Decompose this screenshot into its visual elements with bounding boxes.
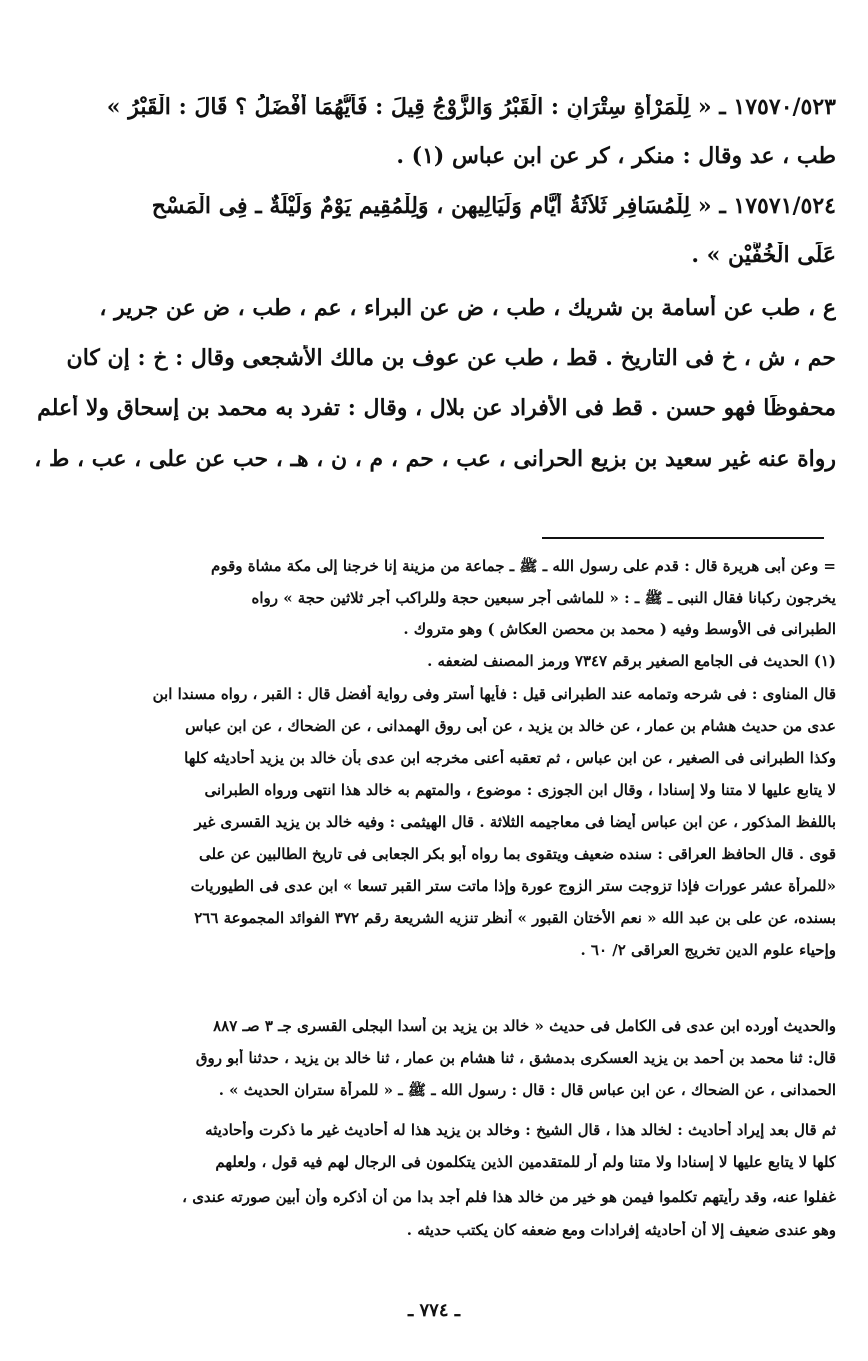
footnote-line: بسنده، عن على بن عبد الله « نعم الأختان القبور » أنظر تنزيه الشريعة رقم ٣٧٢ الفوائد المجموعة ٢٦٦ — [194, 909, 836, 927]
footnote-line: وكذا الطبرانى فى الصغير ، عن ابن عباس ، ثم تعقبه أعنى مخرجه ابن عدى بأن خالد بن يزيد أحاديثه كلها — [184, 749, 836, 767]
footnote-divider — [542, 537, 824, 539]
footnote-line: يخرجون ركبانا فقال النبى ـ ﷺ ـ : « للماشى أجر سبعين حجة وللراكب أجر ثلاثين حجة » رواه — [251, 589, 836, 607]
footnote-line: الطبرانى فى الأوسط وفيه ( محمد بن محصن العكاش ) وهو متروك . — [403, 620, 836, 638]
footnote-line: ثم قال بعد إيراد أحاديث : لخالد هذا ، قال الشيخ : وخالد بن يزيد هذا له أحاديث غير ما ذكرت وأحاديثه — [205, 1121, 836, 1139]
hadith-524-source-4: رواة عنه غير سعيد بن بزيع الحرانى ، عب ، حم ، م ، ن ، هـ ، حب عن على ، عب ، ط ، — [34, 446, 836, 472]
footnote-line: قال المناوى : فى شرحه وتمامه عند الطبرانى قيل : فأيها أستر وفى رواية أفضل قال : القبر ، رواه مسندا ابن — [152, 685, 836, 703]
footnote-line: باللفظ المذكور ، عن ابن عباس أيضا فى معاجيمه الثلاثة . قال الهيثمى : وفيه خالد بن يزيد القسرى غير — [194, 813, 836, 831]
footnote-line: «للمرأة عشر عورات فإذا تزوجت ستر الزوج عورة وإذا ماتت ستر القبر تسعا » ابن عدى فى الطيوريات — [190, 877, 836, 895]
hadith-524-source-2: حم ، ش ، خ فى التاريخ . قط ، طب عن عوف بن مالك الأشجعى وقال : خ : إن كان — [66, 345, 836, 371]
footnote-1-marker: (١) الحديث فى الجامع الصغير برقم ٧٣٤٧ ورمز المصنف لضعفه . — [427, 652, 836, 670]
footnote-line: عدى من حديث هشام بن عمار ، عن خالد بن يزيد ، عن أبى روق الهمدانى ، عن الضحاك ، عن ابن عباس — [185, 717, 836, 735]
page-number: ـ ٧٧٤ ـ — [407, 1300, 461, 1321]
hadith-523-source: طب ، عد وقال : منكر ، كر عن ابن عباس (١) . — [396, 143, 836, 169]
footnote-line: والحديث أورده ابن عدى فى الكامل فى حديث « خالد بن يزيد بن أسدا البجلى القسرى جـ ٣ صـ ٨٨٧ — [213, 1017, 836, 1035]
hadith-524-source-1: ع ، طب عن أُسامة بن شريك ، طب ، ض عن البراء ، عم ، طب ، ض عن جرير ، — [99, 295, 836, 321]
footnote-line: الحمدانى ، عن الضحاك ، عن ابن عباس قال : قال : رسول الله ـ ﷺ ـ « للمرأة ستران الحديث » . — [218, 1081, 836, 1099]
footnote-line: غفلوا عنه، وقد رأيتهم تكلموا فيمن هو خير من خالد هذا فلم أجد بدا من أن أذكره وأن أبين صورته عندى ، — [182, 1188, 836, 1206]
hadith-524-line-end: عَلَى الْخُفَّيْنِ » . — [691, 242, 836, 268]
hadith-524-line: ١٧٥٧١/٥٢٤ ـ « لِلْمُسَافِرِ ثَلاَثَةُ أَيَّامٍ وَلَيَالِيهِن ، وَلِلْمُقِيمِ يَوْمٌ وَلَيْلَةٌ ـ فِى الْمَسْحِ — [151, 193, 836, 219]
hadith-523-line: ١٧٥٧٠/٥٢٣ ـ « لِلْمَرْأَةِ سِتْرَانِ : الْقَبْرُ وَالزَّوْجُ قِيلَ : فَأَيُّهُمَا أَفْضَلُ ؟ قَالَ : الْقَبْرُ » — [106, 94, 836, 120]
hadith-524-source-3: محفوظًا فهو حسن . قط فى الأفراد عن بلال ، وقال : تفرد به محمد بن إسحاق ولا أعلم — [37, 395, 836, 421]
footnote-line: لا يتابع عليها لا متنا ولا إسنادا ، وقال ابن الجوزى : موضوع ، والمتهم به خالد هذا انتهى ورواه الطبرانى — [204, 781, 836, 799]
footnote-line: وهو عندى ضعيف إلا أن أحاديثه إفرادات ومع ضعفه كان يكتب حديثه . — [406, 1221, 836, 1239]
footnote-line: = وعن أبى هريرة قال : قدم على رسول الله ـ ﷺ ـ جماعة من مزينة إنا خرجنا إلى مكة مشاة وقوم — [211, 557, 836, 575]
footnote-line: قوى . قال الحافظ العراقى : سنده ضعيف ويتقوى بما رواه أبو بكر الجعابى فى تاريخ الطالبين عن على — [198, 845, 836, 863]
footnote-line: وإحياء علوم الدين تخريج العراقى ٢/ ٦٠ . — [580, 941, 836, 959]
footnote-line: كلها لا يتابع عليها لا إسنادا ولا متنا ولم أر للمتقدمين الذين يتكلمون فى الرجال لهم فيه قول ، ولعلهم — [215, 1153, 836, 1171]
footnote-line: قال: ثنا محمد بن أحمد بن يزيد العسكرى بدمشق ، ثنا هشام بن عمار ، ثنا خالد بن يزيد ، حدثنا أبو روق — [195, 1049, 836, 1067]
